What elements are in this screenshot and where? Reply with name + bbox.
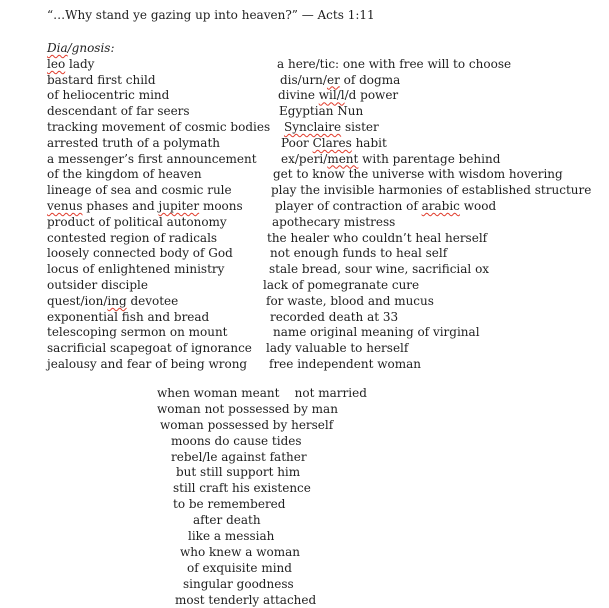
- text-segment: locus of enlightened ministry: [47, 262, 225, 277]
- poem-row: [47, 262, 591, 278]
- misspelled-word: wil/l: [318, 88, 345, 103]
- poem-line-left: [47, 231, 263, 247]
- poem-row: [47, 325, 591, 341]
- poem-row: [47, 167, 591, 183]
- text-segment: lady valuable to herself: [266, 341, 409, 356]
- poem-line-left: [47, 199, 263, 215]
- misspelled-word: Synclaire: [284, 119, 342, 134]
- poem-line-right: [263, 120, 379, 136]
- poem-line-left: [47, 88, 263, 104]
- poem-line: who knew a woman: [180, 544, 300, 559]
- text-segment: play the invisible harmonies of established structure: [271, 183, 592, 198]
- poem-row: [47, 57, 591, 73]
- poem-line-right: [263, 262, 489, 278]
- text-segment: bastard first child: [47, 72, 156, 87]
- poem-line-left: [47, 73, 263, 89]
- text-segment: of dogma: [339, 72, 401, 87]
- text-segment: lady: [65, 56, 95, 71]
- text-segment: get to know the universe with wisdom hovering: [273, 167, 563, 182]
- poem-line-right: [263, 325, 480, 341]
- text-segment: lack of pomegranate cure: [263, 277, 420, 292]
- poem-line: singular goodness: [183, 576, 294, 591]
- poem-row: [47, 278, 591, 294]
- misspelled-word: leo: [47, 56, 66, 71]
- text-segment: devotee: [126, 293, 179, 308]
- text-segment: Poor: [281, 135, 313, 150]
- epigraph: “…Why stand ye gazing up into heaven?” — Acts 1:11: [47, 8, 375, 22]
- text-segment: ex/peri/: [281, 151, 328, 166]
- text-segment: telescoping sermon on mount: [47, 325, 228, 340]
- poem-row: [47, 136, 591, 152]
- text-segment: name original meaning of virginal: [273, 325, 480, 340]
- poem-line: when woman meant not married: [157, 386, 367, 400]
- text-segment: player of contraction of: [275, 198, 422, 213]
- poem-line-left: [47, 294, 263, 310]
- text-segment: dis/urn/: [280, 72, 327, 87]
- poem-line: moons do cause tides: [171, 433, 302, 448]
- poem-line-right: [263, 88, 398, 104]
- poem-line-left: [47, 278, 263, 294]
- text-segment: moons: [199, 198, 243, 213]
- heading-row: [47, 41, 591, 57]
- text-segment: divine: [278, 88, 319, 103]
- poem-line-left: [47, 119, 271, 136]
- poem-line: still craft his existence: [173, 481, 311, 496]
- poem-line-right: [263, 152, 500, 168]
- text-segment: recorded death at 33: [270, 309, 399, 324]
- poem-line: after death: [193, 513, 261, 528]
- misspelled-word: Dia: [47, 41, 68, 55]
- poem-row: [47, 246, 591, 262]
- misspelled-word: er: [326, 72, 340, 87]
- poem-line-left: [47, 167, 263, 183]
- misspelled-word: ing: [107, 293, 127, 308]
- text-segment: lineage of sea and cosmic rule: [47, 183, 232, 198]
- text-segment: outsider disciple: [47, 277, 148, 292]
- poem-row: [47, 310, 591, 326]
- poem-line: woman not possessed by man: [157, 401, 338, 416]
- poem-line-right: [263, 341, 408, 357]
- text-segment: a messenger’s first announcement: [47, 151, 257, 166]
- text-segment: phases and: [82, 198, 159, 213]
- text-segment: quest/ion/: [47, 293, 108, 308]
- text-segment: with parentage behind: [358, 151, 501, 166]
- poem-line-right: [263, 73, 400, 89]
- poem-line-left: [47, 262, 263, 278]
- text-segment: tracking movement of cosmic bodies: [47, 119, 271, 134]
- poem-rows: [47, 57, 591, 373]
- poem-line-right: [263, 215, 395, 231]
- poem-row: [47, 88, 591, 104]
- poem-row: [47, 215, 591, 231]
- text-segment: of the kingdom of heaven: [47, 167, 202, 182]
- poem-row: [47, 341, 591, 357]
- text-segment: a here/tic: one with free will to choose: [277, 56, 512, 71]
- poem-row: [47, 231, 591, 247]
- text-segment: not enough funds to heal self: [270, 246, 448, 261]
- poem-row: [47, 199, 591, 215]
- text-segment: contested region of radicals: [47, 230, 218, 245]
- misspelled-word: arabic: [421, 198, 460, 213]
- poem-line-right: [263, 294, 434, 310]
- poem-row: [47, 73, 591, 89]
- text-segment: Egyptian Nun: [279, 104, 364, 119]
- poem-row: [47, 294, 591, 310]
- poem-row: [47, 104, 591, 120]
- text-segment: habit: [351, 135, 387, 150]
- poem-line-right: [263, 136, 387, 152]
- poem-line-left: [47, 104, 263, 120]
- poem-line-left: [47, 341, 263, 357]
- text-segment: sacrificial scapegoat of ignorance: [47, 341, 252, 356]
- poem-line: but still support him: [176, 465, 301, 480]
- poem-line-right: [263, 167, 563, 183]
- poem-line: to be remembered: [173, 497, 286, 512]
- poem-line-left: [47, 136, 263, 152]
- poem-line-right: [263, 310, 398, 326]
- poem-line-right: [263, 231, 487, 247]
- text-segment: descendant of far seers: [47, 104, 190, 119]
- text-segment: loosely connected body of God: [47, 246, 233, 261]
- text-segment: stale bread, sour wine, sacrificial ox: [269, 262, 490, 277]
- poem-line-left: [47, 246, 263, 262]
- poem-row: [47, 183, 591, 199]
- text-segment: wood: [459, 198, 497, 213]
- poem-line-right: [263, 183, 591, 199]
- text-segment: for waste, blood and mucus: [266, 293, 434, 308]
- bottom-section: [157, 386, 367, 608]
- text-segment: /d power: [344, 88, 399, 103]
- poem-line-right: [263, 357, 421, 373]
- poem-line: like a messiah: [188, 529, 275, 544]
- poem-row: [47, 152, 591, 168]
- text-segment: free independent woman: [269, 356, 421, 371]
- misspelled-word: venus: [47, 198, 83, 213]
- poem-line-left: [47, 325, 263, 341]
- text-segment: exponential fish and bread: [47, 309, 210, 324]
- text-segment: jealousy and fear of being wrong: [47, 356, 248, 371]
- poem-line-right: [263, 57, 511, 73]
- misspelled-word: jupiter: [158, 198, 200, 213]
- poem-line-right: [263, 199, 496, 215]
- text-segment: sister: [341, 119, 379, 134]
- poem-line-left: [47, 215, 263, 231]
- text-segment: of heliocentric mind: [47, 88, 170, 103]
- poem-line-left: [47, 310, 263, 326]
- poem-line-left: [47, 183, 263, 199]
- poem-row: [47, 357, 591, 373]
- text-segment: the healer who couldn’t heal herself: [267, 230, 488, 245]
- poem-line-left: [47, 357, 263, 373]
- misspelled-word: ment: [327, 151, 359, 166]
- poem-line: woman possessed by herself: [160, 417, 334, 432]
- text-segment: product of political autonomy: [47, 214, 227, 229]
- poem-heading: [47, 41, 263, 57]
- text-segment: apothecary mistress: [272, 214, 396, 229]
- poem-line: of exquisite mind: [187, 560, 292, 575]
- misspelled-word: Clares: [312, 135, 352, 150]
- poem-line: most tenderly attached: [175, 592, 317, 607]
- poem-line-right: [263, 246, 447, 262]
- poem-line-left: [47, 152, 263, 168]
- text-segment: /gnosis:: [67, 41, 115, 55]
- main-section: [47, 41, 591, 373]
- poem-line-left: [47, 57, 263, 73]
- poem-row: [47, 120, 591, 136]
- text-segment: arrested truth of a polymath: [47, 135, 221, 150]
- poem-line-right: [263, 104, 363, 120]
- poem-line: rebel/le against father: [171, 449, 307, 464]
- poem-line-right: [263, 278, 419, 294]
